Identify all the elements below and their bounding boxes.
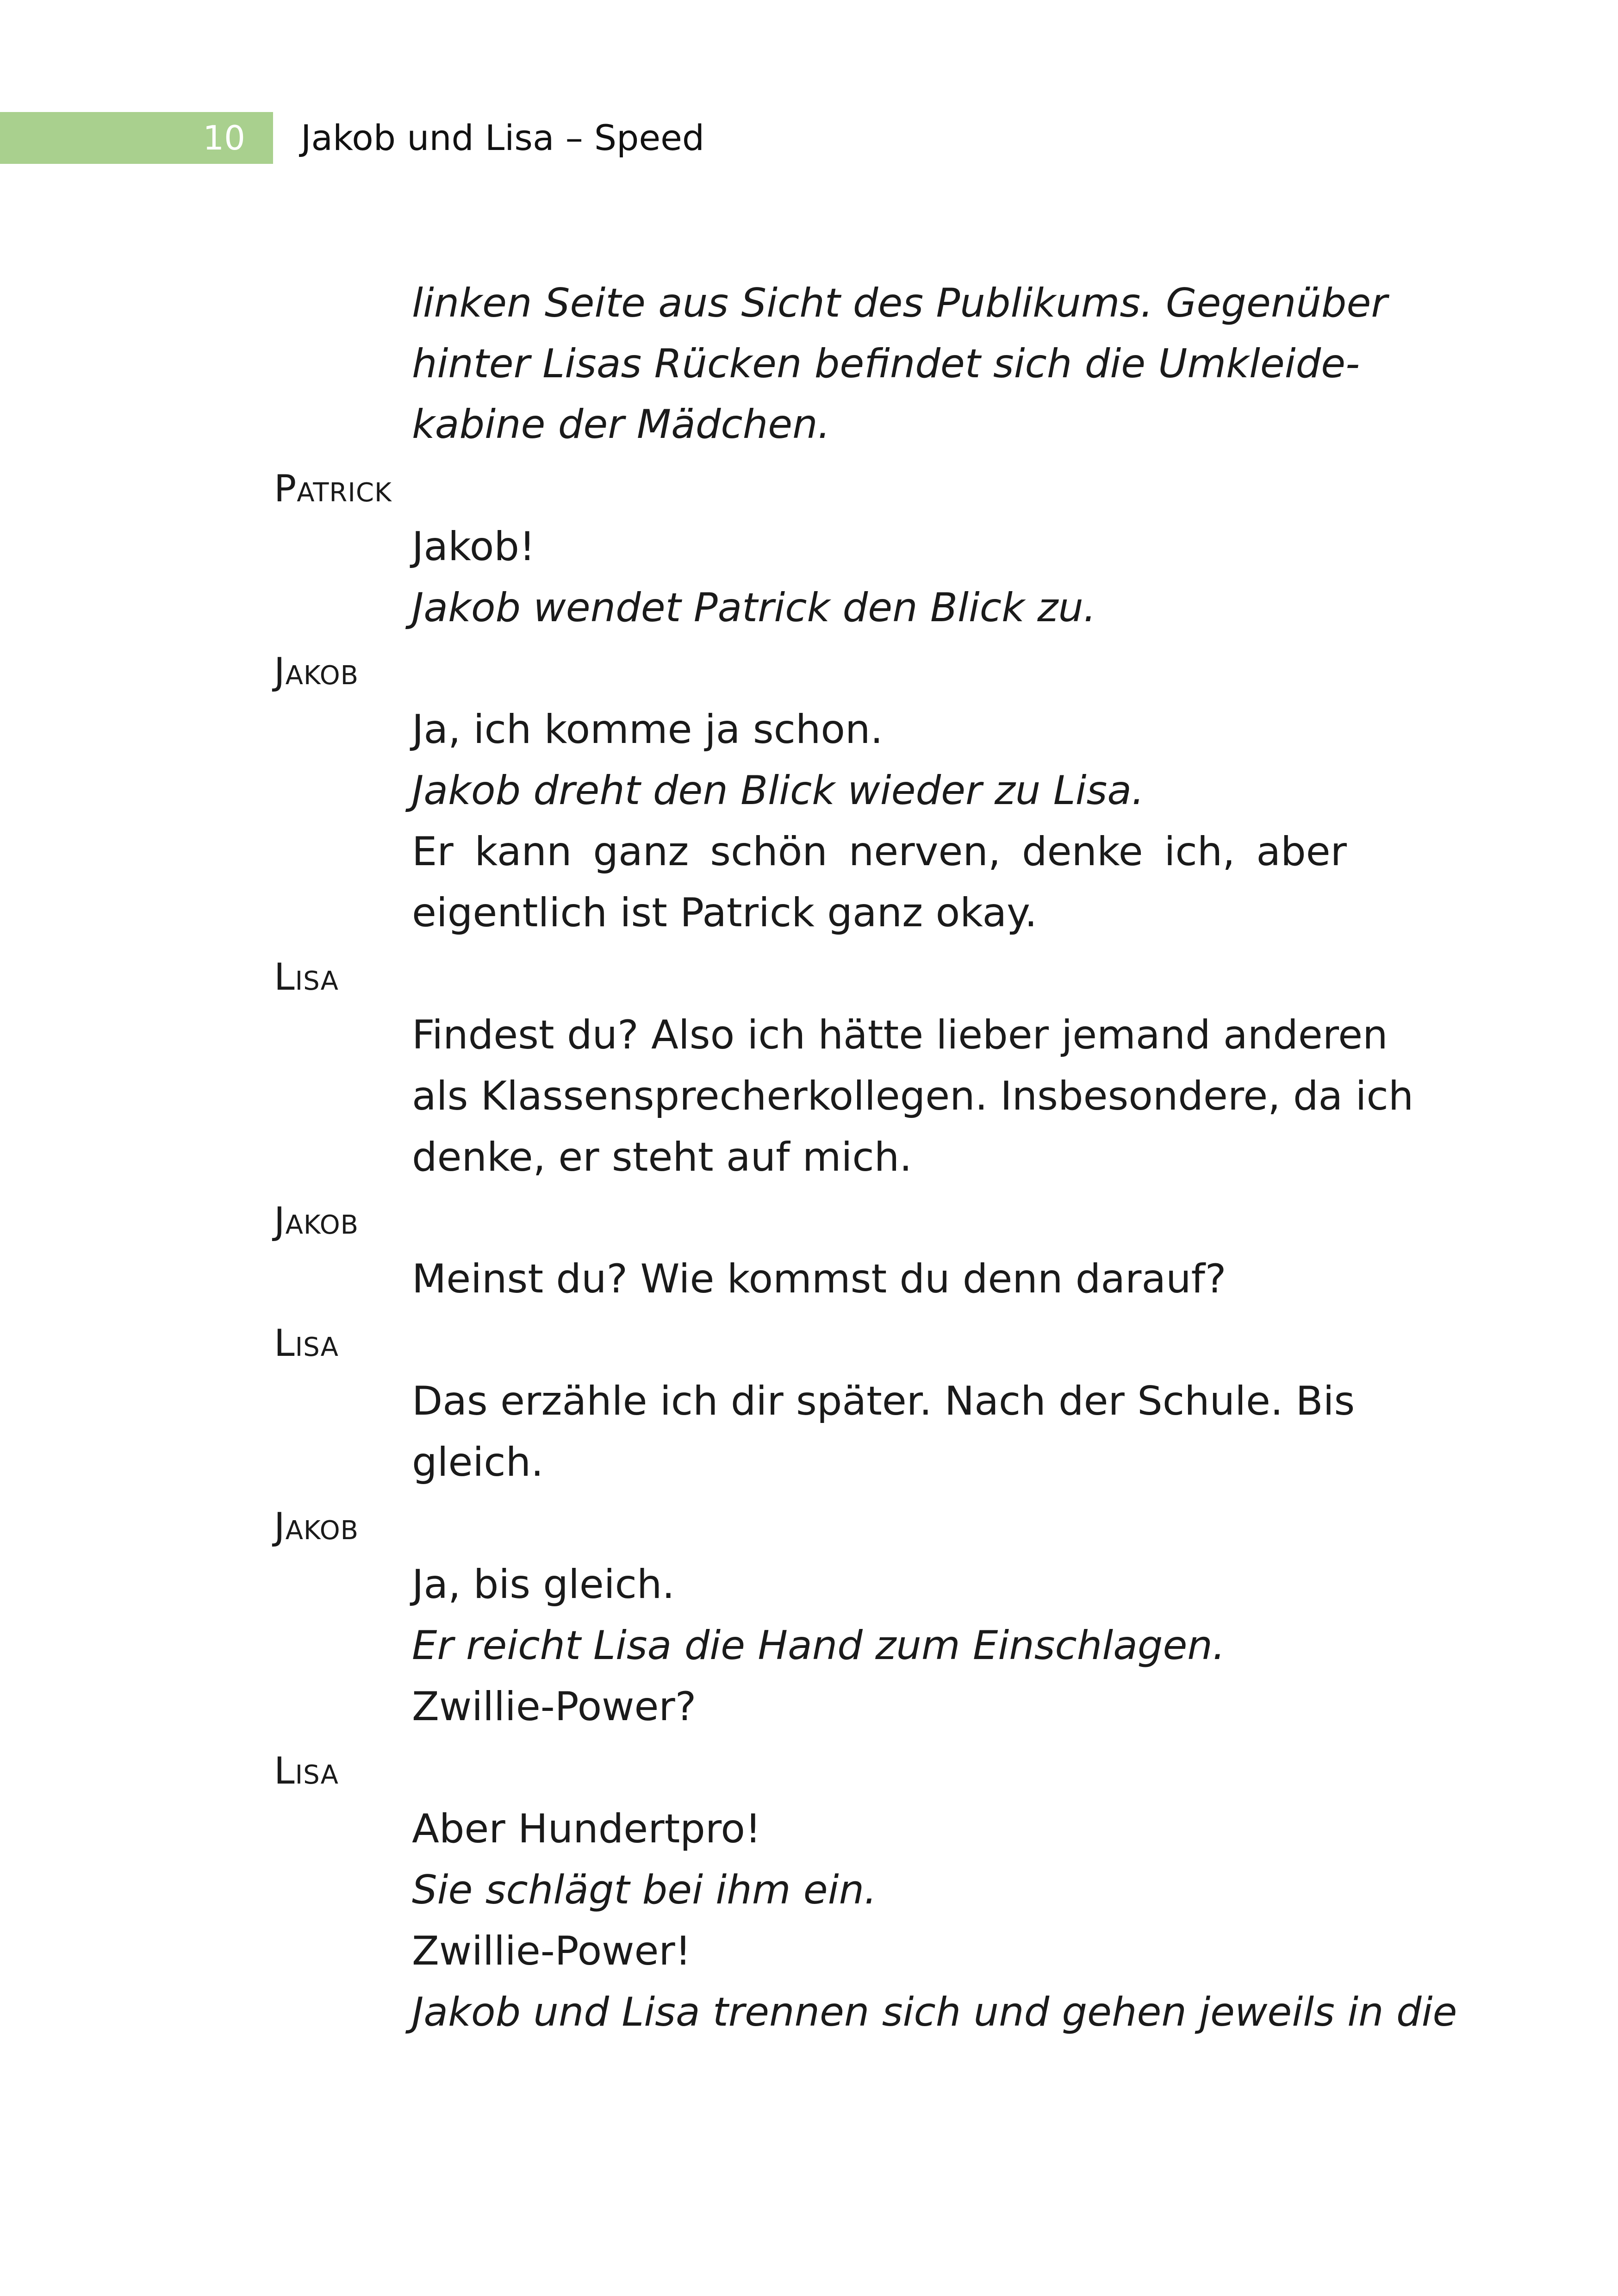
running-title: Jakob und Lisa – Speed <box>301 117 705 158</box>
stage-direction-line: kabine der Mädchen. <box>412 401 830 448</box>
page-number-band <box>0 112 273 164</box>
speaker-name: Lisa <box>274 1749 339 1792</box>
dialogue-line: Zwillie-Power! <box>412 1928 691 1974</box>
page-number: 10 <box>203 119 245 157</box>
dialogue-line: Zwillie-Power? <box>412 1684 697 1730</box>
stage-direction-line: linken Seite aus Sicht des Publikums. Gegenüber <box>412 280 1388 326</box>
stage-direction-line: Jakob dreht den Blick wieder zu Lisa. <box>412 767 1145 814</box>
stage-direction-line: Jakob und Lisa trennen sich und gehen jeweils in die <box>412 1989 1457 2035</box>
dialogue-line: Jakob! <box>412 524 535 570</box>
dialogue-line: Aber Hundertpro! <box>412 1806 761 1852</box>
speaker-name: Lisa <box>274 955 339 998</box>
dialogue-line: Findest du? Also ich hätte lieber jemand anderen <box>412 1012 1388 1058</box>
dialogue-line: Das erzähle ich dir später. Nach der Schule. Bis <box>412 1378 1355 1424</box>
speaker-name: Lisa <box>274 1322 339 1365</box>
speaker-name: Jakob <box>274 1505 359 1548</box>
dialogue-line: Meinst du? Wie kommst du denn darauf? <box>412 1256 1226 1302</box>
page-header <box>0 112 704 164</box>
stage-direction-line: Er reicht Lisa die Hand zum Einschlagen. <box>412 1622 1226 1669</box>
dialogue-line: gleich. <box>412 1439 544 1485</box>
stage-direction-line: Sie schlägt bei ihm ein. <box>412 1867 877 1913</box>
speaker-name: Jakob <box>274 1199 359 1242</box>
speaker-name: Jakob <box>274 650 359 693</box>
dialogue-line: denke, er steht auf mich. <box>412 1134 912 1180</box>
stage-direction-line: Jakob wendet Patrick den Blick zu. <box>412 585 1096 631</box>
dialogue-line: eigentlich ist Patrick ganz okay. <box>412 890 1038 936</box>
dialogue-line: als Klassensprecherkollegen. Insbesondere, da ich <box>412 1073 1414 1119</box>
speaker-name: Patrick <box>274 467 392 510</box>
stage-direction-line: hinter Lisas Rücken befindet sich die Umkleide- <box>412 341 1360 387</box>
dialogue-line: Ja, ich komme ja schon. <box>412 706 883 753</box>
dialogue-line: Er kann ganz schön nerven, denke ich, aber <box>412 829 1347 875</box>
dialogue-line: Ja, bis gleich. <box>412 1561 675 1608</box>
